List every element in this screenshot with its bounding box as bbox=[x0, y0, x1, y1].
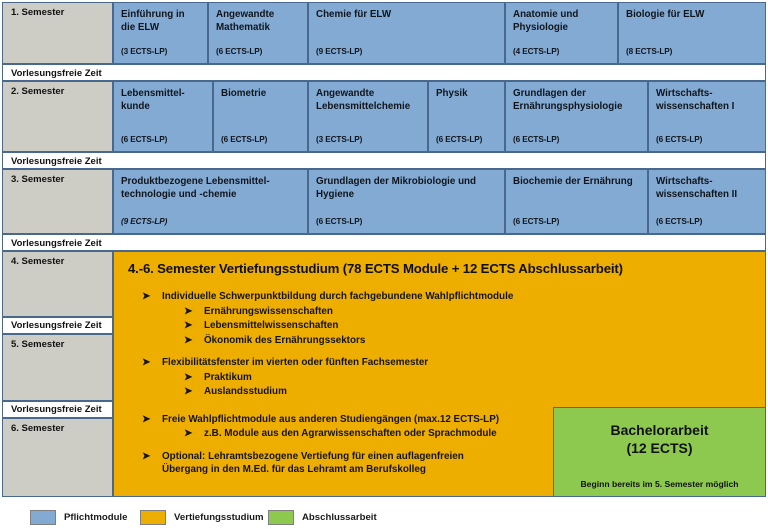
bullet-text: Individuelle Schwerpunktbildung durch fachgebundene Wahlpflichtmodule bbox=[162, 291, 514, 302]
vorlesungsfreie-zeit-bar-2 bbox=[2, 152, 766, 169]
module-title: Wirtschafts-wissenschaften II bbox=[656, 176, 738, 200]
arrow-bullet-icon: ➤ bbox=[184, 371, 193, 383]
legend bbox=[0, 508, 768, 529]
sub-bullet-text: Auslandsstudium bbox=[204, 386, 287, 397]
bullet-item bbox=[128, 290, 668, 304]
legend-label: Pflichtmodule bbox=[64, 511, 128, 523]
bachelorarbeit-block[interactable] bbox=[553, 407, 766, 497]
module-ects: (6 ECTS-LP) bbox=[316, 216, 363, 226]
sub-bullet-item bbox=[128, 334, 668, 348]
module-box-grundlagen-der-mikrobiologie-und-hygiene[interactable] bbox=[308, 169, 505, 234]
arrow-bullet-icon: ➤ bbox=[142, 450, 151, 462]
semester-label-2 bbox=[2, 81, 113, 152]
sub-bullet-text: z.B. Module aus den Agrarwissenschaften oder Sprachmodule bbox=[204, 428, 497, 439]
semester-label-text: 4. Semester bbox=[11, 256, 65, 267]
module-ects: (6 ECTS-LP) bbox=[436, 134, 483, 144]
module-box-biologie-fuer-elw[interactable] bbox=[618, 2, 766, 64]
semester-label-text: 5. Semester bbox=[11, 339, 65, 350]
module-title: Einführung in die ELW bbox=[121, 9, 185, 33]
legend-label: Abschlussarbeit bbox=[302, 511, 377, 523]
thesis-credits: (12 ECTS) bbox=[626, 440, 693, 456]
module-box-biometrie[interactable] bbox=[213, 81, 308, 152]
module-box-lebensmittelkunde[interactable] bbox=[113, 81, 213, 152]
module-box-physik[interactable] bbox=[428, 81, 505, 152]
module-title: Biometrie bbox=[221, 88, 267, 99]
module-ects: (6 ECTS-LP) bbox=[121, 134, 168, 144]
sub-bullet-item bbox=[128, 319, 668, 333]
bullet-text-line2: Übergang in den M.Ed. für das Lehramt am Berufskolleg bbox=[162, 464, 426, 475]
module-title: Wirtschafts-wissenschaften I bbox=[656, 88, 735, 112]
module-box-angewandte-lebensmittelchemie[interactable] bbox=[308, 81, 428, 152]
sub-bullet-item bbox=[128, 385, 668, 399]
module-ects: (6 ECTS-LP) bbox=[216, 46, 263, 56]
sub-bullet-text: Lebensmittelwissenschaften bbox=[204, 320, 339, 331]
module-title: Biologie für ELW bbox=[626, 9, 705, 20]
module-ects: (6 ECTS-LP) bbox=[513, 134, 560, 144]
module-ects: (4 ECTS-LP) bbox=[513, 46, 560, 56]
semester-label-6 bbox=[2, 418, 113, 497]
arrow-bullet-icon: ➤ bbox=[142, 291, 151, 302]
semester-label-1 bbox=[2, 2, 113, 64]
vertiefungsstudium-heading: 4.-6. Semester Vertiefungsstudium (78 ECTS Module + 12 ECTS Abschlussarbeit) bbox=[128, 261, 623, 276]
semester-label-3 bbox=[2, 169, 113, 234]
vorlesungsfreie-zeit-bar-5 bbox=[2, 401, 113, 418]
thesis-title: Bachelorarbeit bbox=[610, 422, 709, 438]
sub-bullet-text: Praktikum bbox=[204, 371, 252, 383]
module-ects: (6 ECTS-LP) bbox=[656, 216, 703, 226]
break-label: Vorlesungsfreie Zeit bbox=[11, 238, 102, 249]
legend-swatch-icon bbox=[30, 510, 56, 525]
arrow-bullet-icon: ➤ bbox=[184, 305, 193, 317]
module-box-einfuehrung-in-die-elw[interactable] bbox=[113, 2, 208, 64]
arrow-bullet-icon: ➤ bbox=[184, 334, 193, 346]
module-box-wirtschaftswissenschaften-ii[interactable] bbox=[648, 169, 766, 234]
legend-item-vertiefungsstudium bbox=[140, 508, 264, 526]
arrow-bullet-icon: ➤ bbox=[184, 386, 193, 397]
module-ects: (6 ECTS-LP) bbox=[221, 134, 268, 144]
break-label: Vorlesungsfreie Zeit bbox=[11, 156, 102, 167]
module-box-biochemie-der-ernaehrung[interactable] bbox=[505, 169, 648, 234]
vorlesungsfreie-zeit-bar-3 bbox=[2, 234, 766, 251]
sub-bullet-text: Ökonomik des Ernährungssektors bbox=[204, 334, 366, 346]
legend-swatch-icon bbox=[268, 510, 294, 525]
vorlesungsfreie-zeit-bar-1 bbox=[2, 64, 766, 81]
module-ects: (3 ECTS-LP) bbox=[121, 46, 168, 56]
arrow-bullet-icon: ➤ bbox=[142, 357, 151, 368]
module-title: Grundlagen der Ernährungsphysiologie bbox=[513, 88, 623, 112]
semester-label-5 bbox=[2, 334, 113, 401]
module-box-grundlagen-der-ernaehrungsphysiologie[interactable] bbox=[505, 81, 648, 152]
module-ects: (8 ECTS-LP) bbox=[626, 46, 673, 56]
arrow-bullet-icon: ➤ bbox=[184, 320, 193, 331]
legend-label: Vertiefungsstudium bbox=[174, 511, 264, 523]
module-ects: (6 ECTS-LP) bbox=[513, 216, 560, 226]
module-box-angewandte-mathematik[interactable] bbox=[208, 2, 308, 64]
module-title: Chemie für ELW bbox=[316, 9, 392, 20]
module-title: Produktbezogene Lebensmittel-technologie und -chemie bbox=[121, 176, 270, 200]
module-title: Grundlagen der Mikrobiologie und Hygiene bbox=[316, 176, 477, 200]
module-title: Anatomie und Physiologie bbox=[513, 9, 579, 33]
module-title: Biochemie der Ernährung bbox=[513, 176, 633, 187]
thesis-note: Beginn bereits im 5. Semester möglich bbox=[580, 479, 739, 489]
sub-bullet-item bbox=[128, 305, 668, 319]
semester-label-4 bbox=[2, 251, 113, 317]
bullet-item bbox=[128, 356, 668, 370]
break-label: Vorlesungsfreie Zeit bbox=[11, 320, 102, 331]
bullet-text: Freie Wahlpflichtmodule aus anderen Studiengängen (max.12 ECTS-LP) bbox=[162, 413, 500, 425]
module-title: Lebensmittel-kunde bbox=[121, 88, 185, 112]
break-label: Vorlesungsfreie Zeit bbox=[11, 68, 102, 79]
bullet-text: Optional: Lehramtsbezogene Vertiefung für einen auflagenfreien bbox=[162, 450, 464, 462]
legend-item-abschlussarbeit bbox=[268, 508, 377, 526]
bullet-text: Flexibilitätsfenster im vierten oder fünften Fachsemester bbox=[162, 357, 429, 368]
legend-item-pflichtmodule bbox=[30, 508, 127, 526]
module-ects: (3 ECTS-LP) bbox=[316, 134, 363, 144]
module-ects: (9 ECTS-LP) bbox=[121, 216, 168, 226]
semester-label-text: 2. Semester bbox=[11, 86, 65, 97]
legend-swatch-icon bbox=[140, 510, 166, 525]
module-title: Angewandte Mathematik bbox=[216, 9, 275, 33]
semester-label-text: 1. Semester bbox=[11, 7, 65, 18]
module-box-anatomie-und-physiologie[interactable] bbox=[505, 2, 618, 64]
semester-label-text: 6. Semester bbox=[11, 423, 65, 434]
sub-bullet-item bbox=[128, 371, 668, 385]
arrow-bullet-icon: ➤ bbox=[184, 428, 193, 439]
module-title: Physik bbox=[436, 88, 468, 99]
sub-bullet-text: Ernährungswissenschaften bbox=[204, 305, 333, 317]
module-box-wirtschaftswissenschaften-i[interactable] bbox=[648, 81, 766, 152]
module-box-chemie-fuer-elw[interactable] bbox=[308, 2, 505, 64]
module-ects: (9 ECTS-LP) bbox=[316, 46, 363, 56]
break-label: Vorlesungsfreie Zeit bbox=[11, 404, 102, 415]
module-ects: (6 ECTS-LP) bbox=[656, 134, 703, 144]
module-box-produktbezogene-lebensmitteltechnologie-und-chemie[interactable] bbox=[113, 169, 308, 234]
semester-label-text: 3. Semester bbox=[11, 174, 65, 185]
module-title: Angewandte Lebensmittelchemie bbox=[316, 88, 411, 112]
vorlesungsfreie-zeit-bar-4 bbox=[2, 317, 113, 334]
arrow-bullet-icon: ➤ bbox=[142, 413, 151, 425]
